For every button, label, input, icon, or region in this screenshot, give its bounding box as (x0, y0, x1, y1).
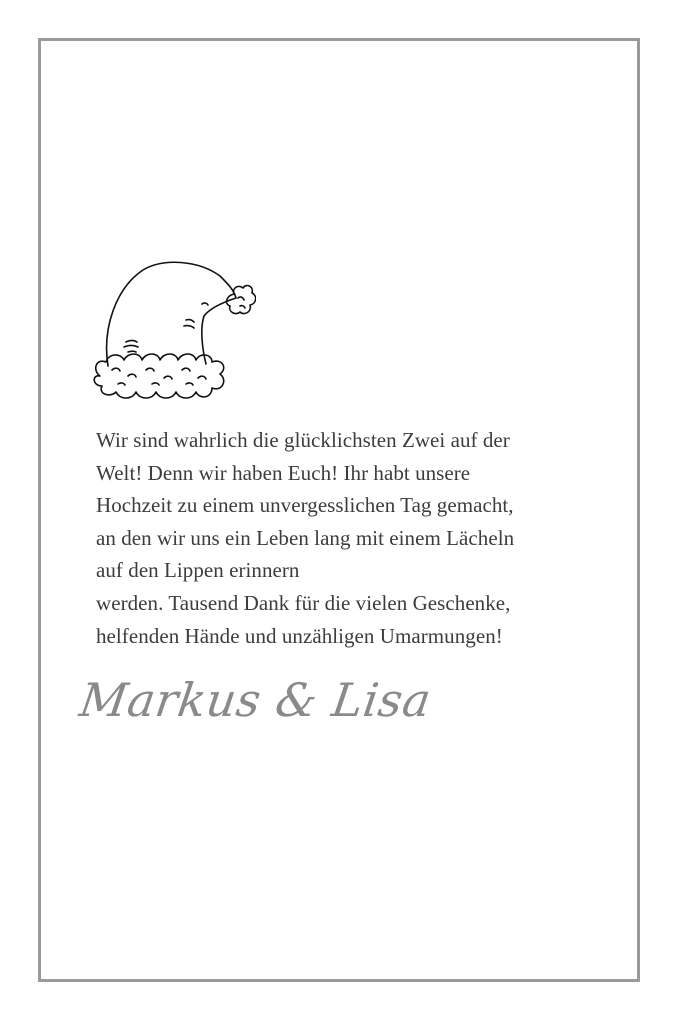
santa-hat-icon (88, 258, 256, 414)
couple-signature: Markus & Lisa (76, 673, 435, 727)
message-line: Wir sind wahrlich die glücklichsten Zwei auf der (96, 428, 510, 452)
message-line: Hochzeit zu einem unvergesslichen Tag gemacht, (96, 493, 514, 518)
message-line: werden. Tausend Dank für die vielen Geschenke, (96, 590, 511, 615)
message-line: helfenden Hände und unzähligen Umarmungen! (96, 623, 503, 648)
message-line: Welt! Denn wir haben Euch! Ihr habt unsere (96, 460, 471, 485)
message-line: an den wir uns ein Leben lang mit einem Lächeln (96, 525, 515, 550)
thank-you-message (96, 424, 596, 652)
message-line: auf den Lippen erinnern (96, 558, 300, 583)
